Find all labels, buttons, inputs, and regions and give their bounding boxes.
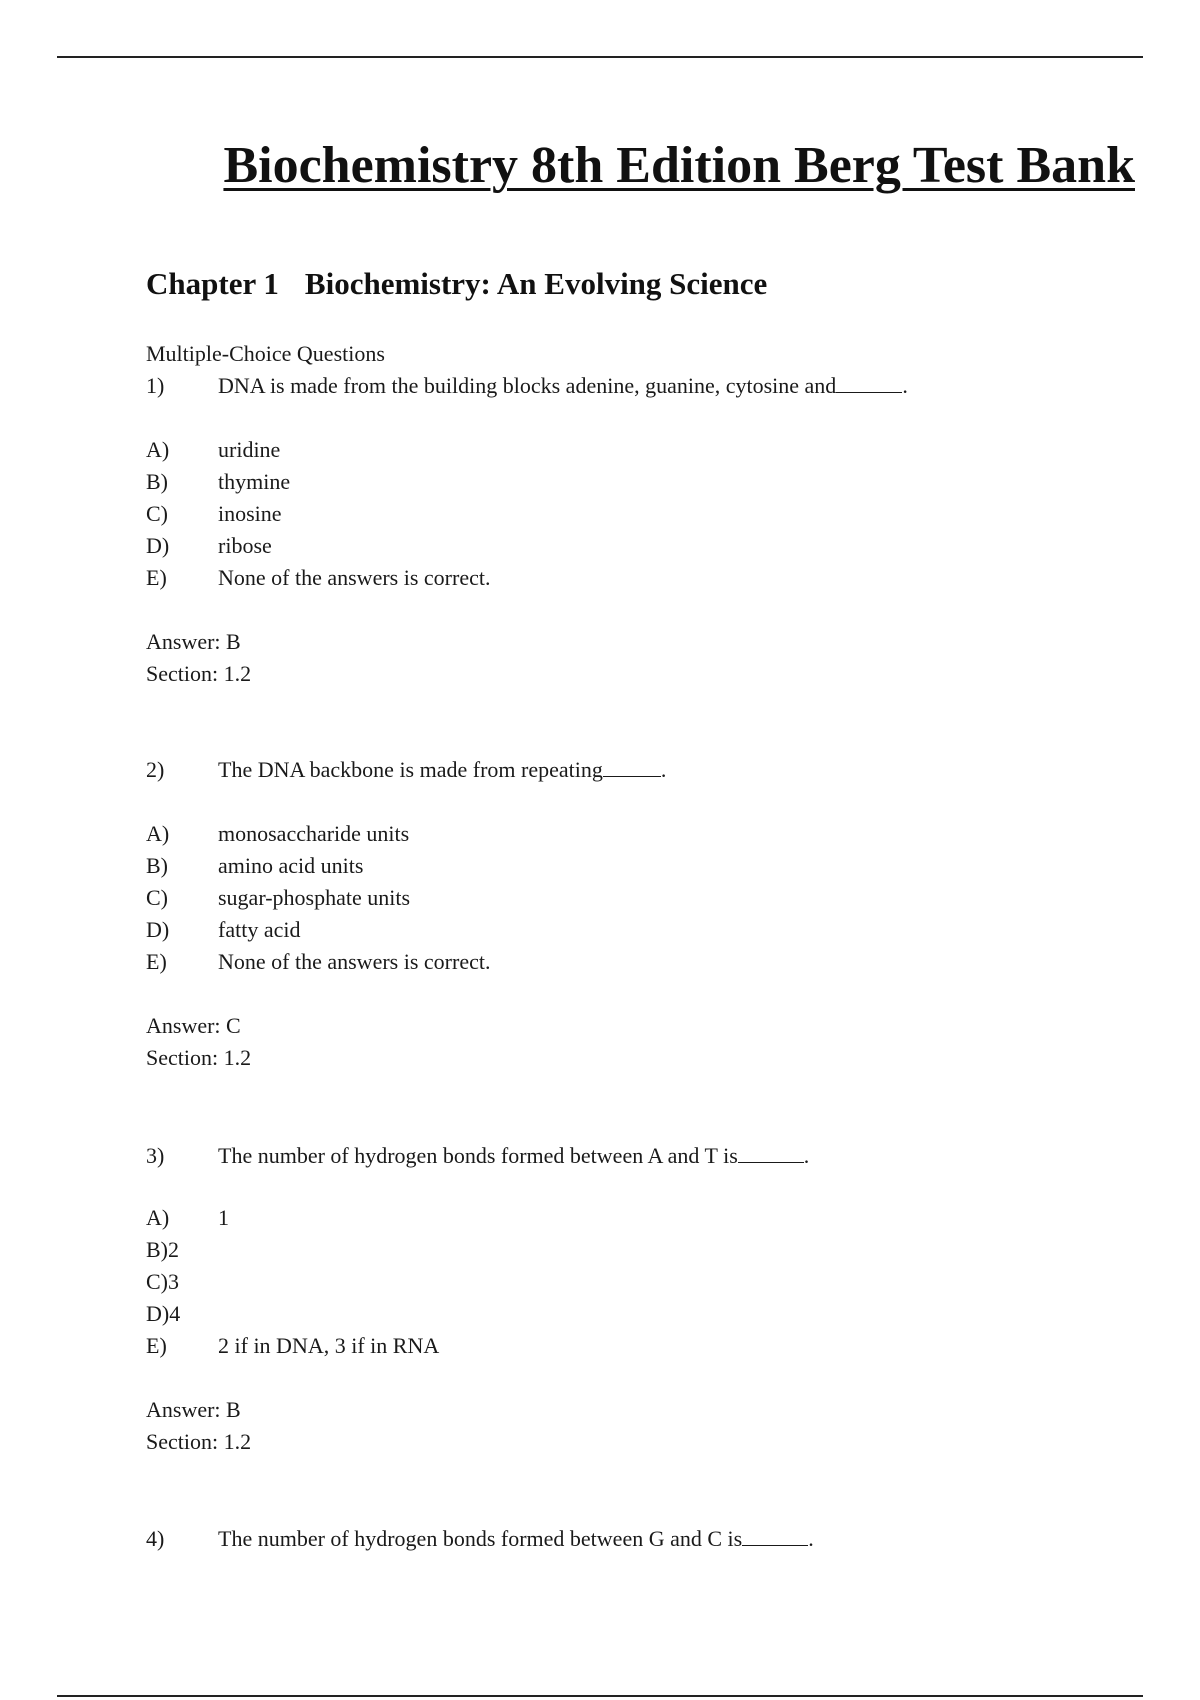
answer-line: Answer: B [146, 1397, 241, 1422]
option-label: B) [146, 853, 168, 878]
question-number: 1) [146, 373, 165, 398]
option-text: monosaccharide units [218, 821, 410, 846]
option-text: uridine [218, 437, 281, 462]
question-number: 2) [146, 757, 165, 782]
option-label: C) [146, 885, 168, 910]
option-text: sugar-phosphate units [218, 885, 411, 910]
bottom-rule [57, 1695, 1143, 1697]
option-label: B)2 [146, 1237, 179, 1262]
option-text: thymine [218, 469, 291, 494]
question-stem: The DNA backbone is made from repeating . [218, 757, 667, 782]
option-text: amino acid units [218, 853, 364, 878]
section-line: Section: 1.2 [146, 661, 252, 686]
option-label: E) [146, 949, 167, 974]
question-stem: DNA is made from the building blocks adenine, guanine, cytosine and . [218, 373, 908, 398]
option-label: D) [146, 533, 170, 558]
section-label: Multiple-Choice Questions [146, 341, 385, 366]
section-line: Section: 1.2 [146, 1429, 252, 1454]
option-text: fatty acid [218, 917, 301, 942]
option-text: 2 if in DNA, 3 if in RNA [218, 1333, 440, 1358]
option-label: E) [146, 565, 167, 590]
question-stem: The number of hydrogen bonds formed between G and C is . [218, 1526, 814, 1551]
option-label: C) [146, 501, 168, 526]
option-label: E) [146, 1333, 167, 1358]
option-label: D) [146, 917, 170, 942]
option-text: 1 [218, 1205, 229, 1230]
option-label: D)4 [146, 1301, 181, 1326]
chapter-number: Chapter 1 [146, 266, 279, 301]
chapter-title: Biochemistry: An Evolving Science [304, 266, 768, 301]
section-line: Section: 1.2 [146, 1045, 252, 1070]
top-rule [57, 56, 1143, 58]
option-text: None of the answers is correct. [218, 565, 491, 590]
option-label: A) [146, 1205, 170, 1230]
option-text: ribose [218, 533, 272, 558]
option-text: inosine [218, 501, 282, 526]
document-title: Biochemistry 8th Edition Berg Test Bank [223, 137, 1135, 194]
question-stem: The number of hydrogen bonds formed between A and T is . [218, 1143, 810, 1168]
question-number: 3) [146, 1143, 165, 1168]
answer-line: Answer: B [146, 629, 241, 654]
option-label: C)3 [146, 1269, 179, 1294]
question-number: 4) [146, 1526, 165, 1551]
answer-line: Answer: C [146, 1013, 241, 1038]
option-label: B) [146, 469, 168, 494]
option-text: None of the answers is correct. [218, 949, 491, 974]
chapter-heading [146, 266, 767, 302]
option-label: A) [146, 437, 170, 462]
option-label: A) [146, 821, 170, 846]
